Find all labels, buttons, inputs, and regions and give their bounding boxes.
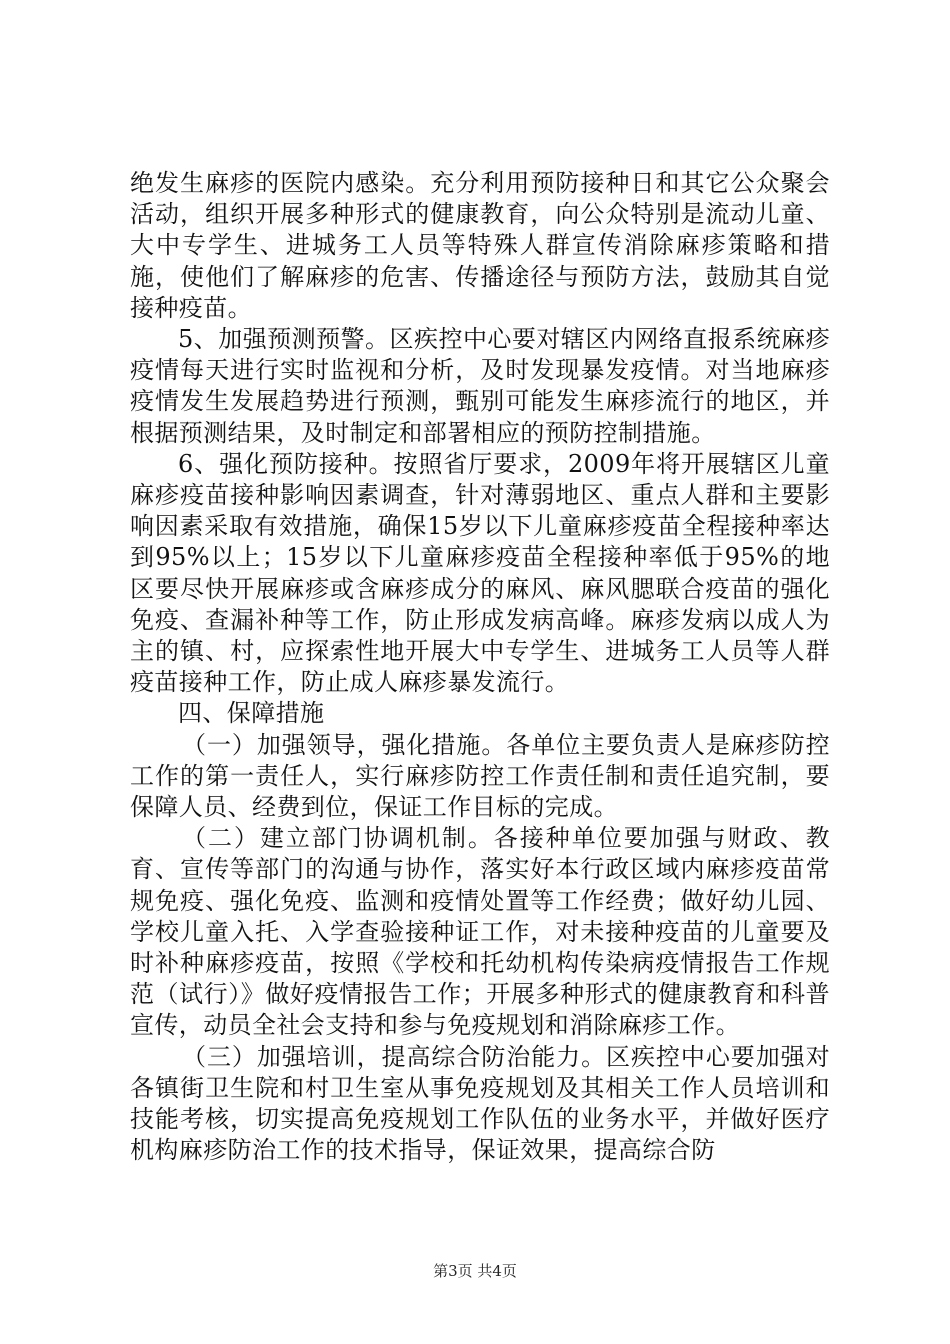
paragraph-4: （一）加强领导，强化措施。各单位主要负责人是麻疹防控工作的第一责任人，实行麻疹防控工作责任制和责任追究制，要保障人员、经费到位，保证工作目标的完成。 bbox=[130, 730, 830, 822]
page-footer: 第3页 共4页 bbox=[433, 1262, 517, 1280]
paragraph-1: 绝发生麻疹的医院内感染。充分利用预防接种日和其它公众聚会活动，组织开展多种形式的健康教育，向公众特别是流动儿童、大中专学生、进城务工人员等特殊人群宣传消除麻疹策略和措施，使他们了解麻疹的危害、传播途径与预防方法，鼓励其自觉接种疫苗。 bbox=[130, 169, 830, 322]
paragraph-2: 5、加强预测预警。区疾控中心要对辖区内网络直报系统麻疹疫情每天进行实时监视和分析，及时发现暴发疫情。对当地麻疹疫情发生发展趋势进行预测，甄别可能发生麻疹流行的地区，并根据预测结果，及时制定和部署相应的预防控制措施。 bbox=[130, 325, 830, 447]
paragraph-6: （三）加强培训，提高综合防治能力。区疾控中心要加强对各镇街卫生院和村卫生室从事免疫规划及其相关工作人员培训和技能考核，切实提高免疫规划工作队伍的业务水平，并做好医疗机构麻疹防治工作的技术指导，保证效果，提高综合防 bbox=[130, 1042, 830, 1165]
document-body bbox=[130, 168, 830, 1167]
paragraph-3: 6、强化预防接种。按照省厅要求，2009年将开展辖区儿童麻疹疫苗接种影响因素调查，针对薄弱地区、重点人群和主要影响因素采取有效措施，确保15岁以下儿童麻疹疫苗全程接种率达到95%以上；15岁以下儿童麻疹疫苗全程接种率低于95%的地区要尽快开展麻疹或含麻疹成分的麻风、麻风腮联合疫苗的强化免疫、查漏补种等工作，防止形成发病高峰。麻疹发病以成人为主的镇、村，应探索性地开展大中专学生、进城务工人员等人群疫苗接种工作，防止成人麻疹暴发流行。 bbox=[130, 449, 830, 697]
paragraph-5: （二）建立部门协调机制。各接种单位要加强与财政、教育、宣传等部门的沟通与协作，落实好本行政区域内麻疹疫苗常规免疫、强化免疫、监测和疫情处置等工作经费；做好幼儿园、学校儿童入托、入学查验接种证工作，对未接种疫苗的儿童要及时补种麻疹疫苗，按照《学校和托幼机构传染病疫情报告工作规范（试行）》做好疫情报告工作；开展多种形式的健康教育和科普宣传，动员全社会支持和参与免疫规划和消除麻疹工作。 bbox=[130, 824, 830, 1040]
section-heading: 四、保障措施 bbox=[178, 699, 325, 728]
